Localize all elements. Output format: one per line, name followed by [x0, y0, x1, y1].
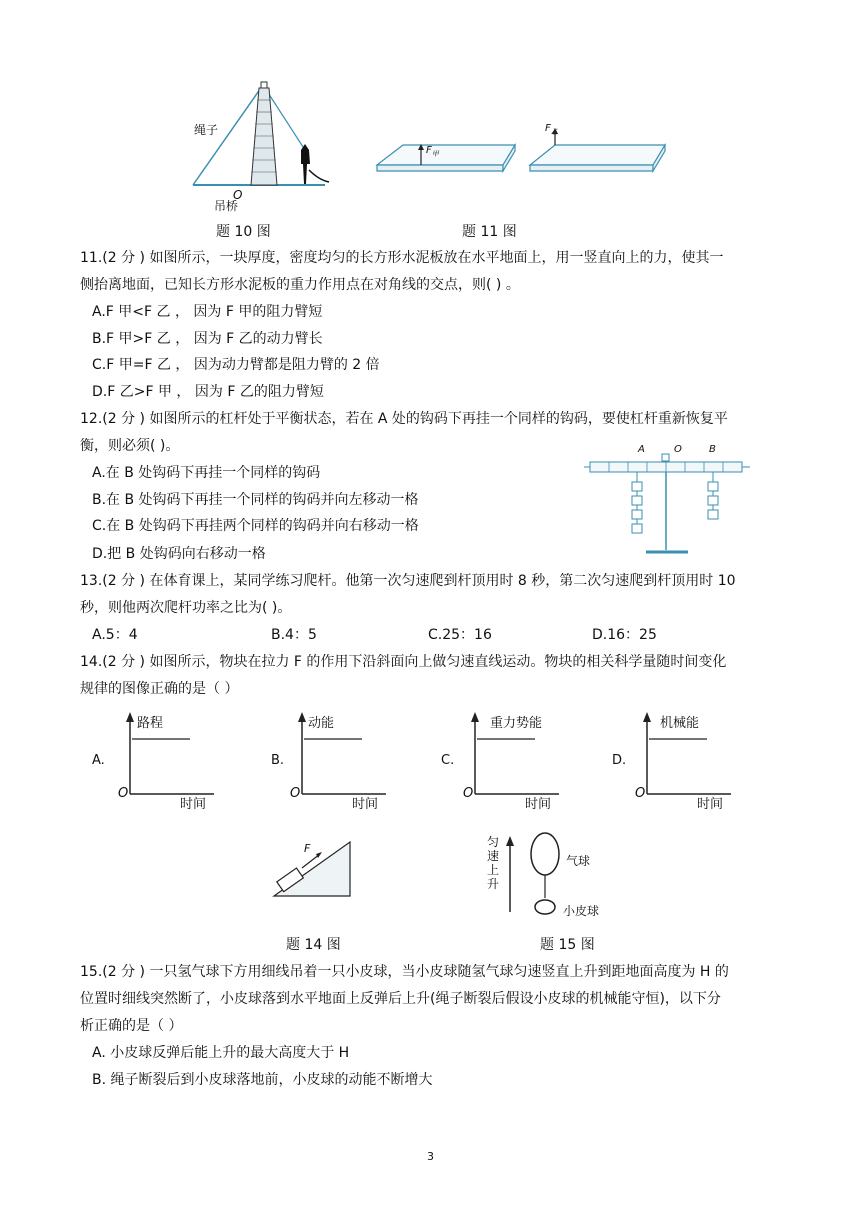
balloon-label-up3: 上 — [487, 863, 500, 877]
q15-stem-line1: 15.(2 分 ) 一只氢气球下方用细线吊着一只小皮球，当小皮球随氢气球匀速竖直上升到距地面高度为 H 的 — [80, 964, 729, 980]
q15-option-b: B. 绳子断裂后到小皮球落地前，小皮球的动能不断增大 — [92, 1072, 433, 1088]
incline-figure — [272, 840, 362, 900]
q14-stem-line2: 规律的图像正确的是（ ） — [80, 681, 239, 697]
q12-stem-line2: 衡，则必须( )。 — [80, 438, 180, 454]
graph-b-origin: O — [290, 786, 301, 801]
caption-fig15: 题 15 图 — [540, 937, 595, 953]
q13-option-d: D.16：25 — [592, 627, 657, 643]
graph-c-origin: O — [463, 786, 474, 801]
q13-option-c: C.25：16 — [428, 627, 492, 643]
graph-a-ylabel: 路程 — [137, 716, 164, 731]
graph-b-option: B. — [271, 753, 285, 768]
balloon-label-up2: 速 — [487, 849, 500, 863]
graph-b-ylabel: 动能 — [308, 716, 335, 731]
q11-option-b: B.F 甲>F 乙 ， 因为 F 乙的动力臂长 — [92, 331, 323, 347]
q13-option-b: B.4：5 — [271, 627, 317, 643]
graph-d-option: D. — [612, 753, 627, 768]
q11-option-c: C.F 甲=F 乙 ， 因为动力臂都是阻力臂的 2 倍 — [92, 357, 380, 373]
q15-stem-line2: 位置时细线突然断了，小皮球落到水平地面上反弹后上升(绳子断裂后假设小皮球的机械能守恒)，以下分 — [80, 991, 721, 1007]
figure-10 — [185, 80, 345, 215]
graph-d-ylabel: 机械能 — [660, 716, 700, 731]
fig10-rope-label: 绳子 — [194, 123, 219, 137]
caption-fig14: 题 14 图 — [286, 937, 341, 953]
fig10-bridge-label: 吊桥 — [214, 199, 239, 213]
q13-stem-line2: 秒，则他两次爬杆功率之比为( )。 — [80, 600, 292, 616]
q12-option-c: C.在 B 处钩码下再挂两个同样的钩码并向右移动一格 — [92, 518, 419, 534]
figure-11 — [375, 120, 670, 180]
lever-label-o: O — [674, 444, 682, 455]
q12-option-d: D.把 B 处钩码向右移动一格 — [92, 546, 266, 562]
q11-stem-line1: 11.(2 分 ) 如图所示，一块厚度，密度均匀的长方形水泥板放在水平地面上，用一竖直向上的力，使其一 — [80, 250, 724, 266]
fig11-f-yi-label: $F_乙$ — [545, 123, 558, 136]
caption-fig11: 题 11 图 — [462, 224, 517, 240]
q13-option-a: A.5：4 — [92, 627, 138, 643]
balloon-label-balloon: 气球 — [566, 854, 591, 868]
graph-a-option: A. — [92, 753, 105, 768]
balloon-figure — [500, 832, 570, 924]
caption-fig10: 题 10 图 — [216, 224, 271, 240]
fig10-o-label: O — [233, 188, 243, 202]
graph-b-xlabel: 时间 — [352, 797, 379, 812]
balloon-label-up4: 升 — [487, 877, 500, 891]
graph-a-xlabel: 时间 — [180, 797, 207, 812]
graph-c-ylabel: 重力势能 — [490, 716, 543, 731]
lever-figure — [580, 452, 755, 562]
graph-c-option: C. — [441, 753, 455, 768]
fig11-f-jia-label: $F_甲$ — [426, 145, 439, 158]
q11-stem-line2: 侧抬离地面，已知长方形水泥板的重力作用点在对角线的交点，则( ) 。 — [80, 277, 520, 293]
page-number: 3 — [427, 1150, 434, 1163]
balloon-label-ball: 小皮球 — [563, 904, 600, 918]
q12-option-b: B.在 B 处钩码下再挂一个同样的钩码并向左移动一格 — [92, 492, 419, 508]
q11-option-a: A.F 甲<F 乙 ， 因为 F 甲的阻力臂短 — [92, 304, 323, 320]
q11-option-d: D.F 乙>F 甲 ， 因为 F 乙的阻力臂短 — [92, 384, 324, 400]
q15-stem-line3: 析正确的是（ ） — [80, 1018, 183, 1034]
q13-stem-line1: 13.(2 分 ) 在体育课上，某同学练习爬杆。他第一次匀速爬到杆顶用时 8 秒，第二次匀速爬到杆顶用时 10 — [80, 573, 736, 589]
q12-stem-line1: 12.(2 分 ) 如图所示的杠杆处于平衡状态，若在 A 处的钩码下再挂一个同样的钩码，要使杠杆重新恢复平 — [80, 411, 728, 427]
graph-c-xlabel: 时间 — [525, 797, 552, 812]
q15-option-a: A. 小皮球反弹后能上升的最大高度大于 H — [92, 1045, 350, 1061]
balloon-label-up1: 匀 — [487, 835, 500, 849]
graph-d-origin: O — [635, 786, 646, 801]
incline-f-label: F — [304, 842, 311, 855]
graph-d-xlabel: 时间 — [697, 797, 724, 812]
q12-option-a: A.在 B 处钩码下再挂一个同样的钩码 — [92, 465, 321, 481]
graph-a-origin: O — [118, 786, 129, 801]
lever-label-b: B — [709, 444, 716, 455]
lever-label-a: A — [638, 444, 645, 455]
q14-stem-line1: 14.(2 分 ) 如图所示，物块在拉力 F 的作用下沿斜面向上做匀速直线运动。物块的相关科学量随时间变化 — [80, 654, 727, 670]
